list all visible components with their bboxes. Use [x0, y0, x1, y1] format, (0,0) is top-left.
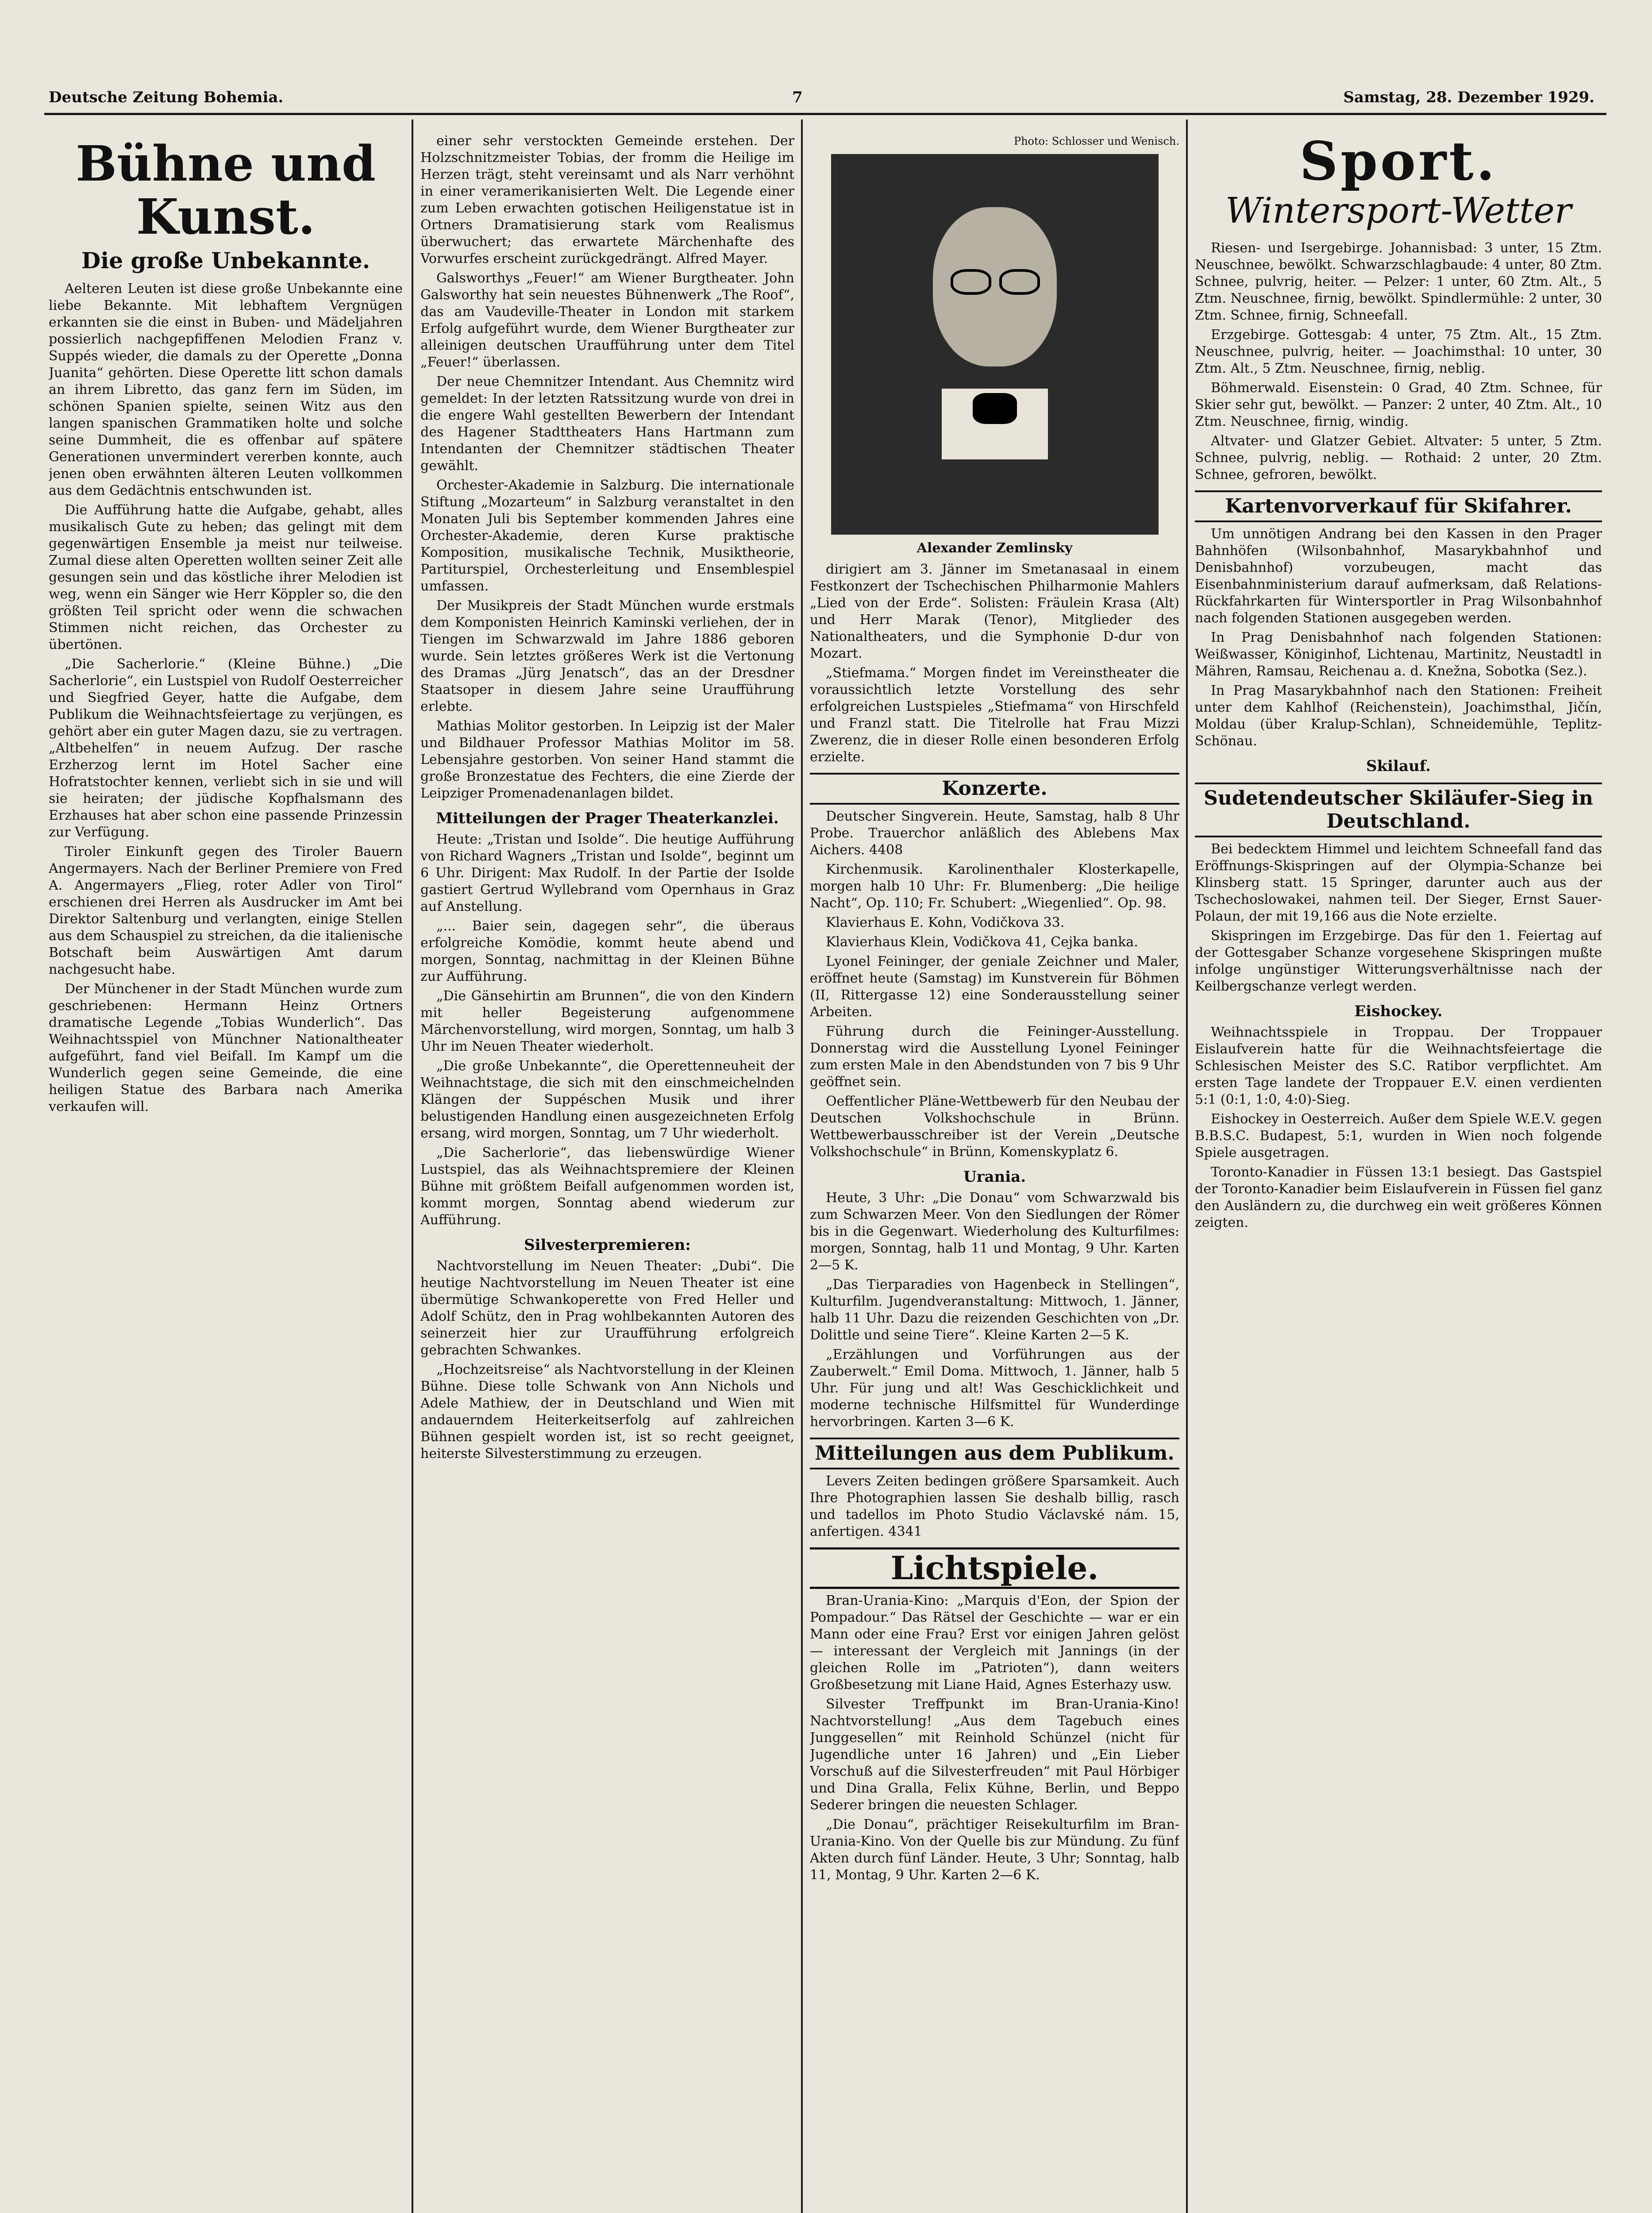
article-paragraph: Um unnötigen Andrang bei den Kassen in den Prager Bahnhöfen (Wilsonbahnhof, Masarykbahnhof und Denisbahnhof) vorzubeugen, macht das Eisenbahnministerium darauf aufmerksam, daß Relations-Rückfahrkarten für Wintersportler in Prag Wilsonbahnhof nach folgenden Stationen ausgegeben werden.	[1195, 526, 1602, 626]
article-paragraph: Der Musikpreis der Stadt München wurde erstmals dem Komponisten Heinrich Kaminski verliehen, der in Tiengen im Schwarzwald im Jahre 1886 geboren wurde. Sein letztes größeres Werk ist die Vertonung des Dramas „Jürg Jenatsch“, das an der Dresdner Staatsoper in diesem Jahre seine Uraufführung erlebte.	[420, 598, 794, 714]
article-paragraph: Heute: „Tristan und Isolde“. Die heutige Aufführung von Richard Wagners „Tristan und Isolde“, beginnt um 6 Uhr. Dirigent: Max Rudolf. In der Partie der Isolde gastiert Gertrud Wyllebrand vom Opernhaus in Graz auf Anstellung.	[420, 832, 794, 914]
article-paragraph: „Die Sacherlorie.“ (Kleine Bühne.) „Die Sacherlorie“, ein Lustspiel von Rudolf Oesterreicher und Siegfried Geyer, hatte die Aufgabe, dem Publikum die Weihnachtsfeiertage zu verjüngen, es gehört aber ein guter Magen dazu, sie zu vertragen. „Altbehelfen“ in neuem Aufzug. Der rasche Erzherzog lernt im Hotel Sacher eine Hofratstochter kennen, verliebt sich in sie und will sie heiraten; der jüdische Kopfhalsmann des Erzhauses hat aber schon eine passende Prinzessin zur Verfügung.	[49, 656, 403, 840]
article-paragraph: Mathias Molitor gestorben. In Leipzig ist der Maler und Bildhauer Professor Mathias Molitor im 58. Lebensjahre gestorben. Von seiner Hand stammt die große Bronzestatue des Fechters, die eine Zierde der Leipziger Promenadenanlagen bildet.	[420, 718, 794, 801]
section-heading-publikum: Mitteilungen aus dem Publikum.	[810, 1438, 1179, 1469]
article-paragraph: „Stiefmama.“ Morgen findet im Vereinstheater die voraussichtlich letzte Vorstellung des sehr erfolgreichen Lustspieles „Stiefmama“ von Hirschfeld und Franzl statt. Die Titelrolle hat Frau Mizzi Zwerenz, die in dieser Rolle einen besonderen Erfolg erzielte.	[810, 665, 1179, 765]
article-paragraph: Klavierhaus Klein, Vodičkova 41, Cejka banka.	[826, 934, 1138, 950]
portrait-photo	[831, 154, 1159, 535]
article-paragraph: dirigiert am 3. Jänner im Smetanasaal in einem Festkonzert der Tschechischen Philharmonie Mahlers „Lied von der Erde“. Solisten: Fräulein Krasa (Alt) und Herr Marak (Tenor), Mitglieder des Nationaltheaters, und die Symphonie D-dur von Mozart.	[810, 562, 1179, 661]
article-paragraph: Der Münchener in der Stadt München wurde zum geschriebenen: Hermann Heinz Ortners dramatische Legende „Tobias Wunderlich“. Das Weihnachtsspiel von Münchner Nationaltheater aufgeführt, fand viel Beifall. Im Kampf um die Wunderlich gegen seine Gemeinde, die eine heiligen Statue des Barbara nach Amerika verkaufen will.	[49, 981, 403, 1114]
section-title-sport: Sport.	[1299, 133, 1498, 193]
section-title-buehne: Bühne und Kunst.	[75, 135, 376, 245]
article-paragraph: „Die Sacherlorie“, das liebenswürdige Wiener Lustspiel, das als Weihnachtspremiere der Kleinen Bühne mit größtem Beifall aufgenommen worden ist, kommt morgen, Sonntag abend wiederum zur Aufführung.	[420, 1145, 794, 1228]
column-buehne	[49, 133, 403, 2213]
article-paragraph: Altvater- und Glatzer Gebiet. Altvater: 5 unter, 5 Ztm. Schnee, pulvrig, neblig. — Rothaid: 2 unter, 20 Ztm. Schnee, gefroren, bewölkt.	[1195, 433, 1602, 482]
article-paragraph: Bran-Urania-Kino: „Marquis d'Eon, der Spion der Pompadour.“ Das Rätsel der Geschichte — war er ein Mann oder eine Frau? Erst vor einigen Jahren gelöst — interessant der Vergleich mit Jannings (in der gleichen Rolle im „Patrioten“), dann weiters Großbesetzung mit Liane Haid, Agnes Esterhazy usw.	[810, 1593, 1179, 1693]
article-title-unbekannte: Die große Unbekannte.	[81, 247, 370, 274]
article-paragraph: Nachtvorstellung im Neuen Theater: „Dubi“. Die heutige Nachtvorstellung im Neuen Theater ist eine übermütige Schwankoperette von Fred Heller und Adolf Schütz, den in Prag wohlbekannten Autoren des seinerzeit hier zur Uraufführung erfolgreich gebrachten Schwankes.	[420, 1258, 794, 1358]
section-heading-konzerte: Konzerte.	[810, 773, 1179, 805]
article-paragraph: Orchester-Akademie in Salzburg. Die internationale Stiftung „Mozarteum“ in Salzburg veranstaltet in den Monaten Juli bis September kommenden Jahres eine Orchester-Akademie, deren Kurse praktische Komposition, musikalische Technik, Musiktheorie, Partiturspiel, Orchesterleitung und Ensemblespiel umfassen.	[420, 478, 794, 594]
article-paragraph: Weihnachtsspiele in Troppau. Der Troppauer Eislaufverein hatte für die Weihnachtsfeiertage die Schlesischen Meister des S.C. Ratibor verpflichtet. Am ersten Tage landete der Troppauer E.V. einen verdienten 5:1 (0:1, 1:0, 4:0)-Sieg.	[1195, 1025, 1602, 1107]
page-number: 7	[792, 89, 803, 106]
article-paragraph: „Die Donau“, prächtiger Reisekulturfilm im Bran-Urania-Kino. Von der Quelle bis zur Mündung. Zu fünf Akten durch fünf Länder. Heute, 3 Uhr; Sonntag, halb 11, Montag, 9 Uhr. Karten 2—6 K.	[810, 1817, 1179, 1883]
column-sport	[1195, 133, 1602, 2213]
header-rule	[44, 113, 1606, 115]
article-paragraph: Heute, 3 Uhr: „Die Donau“ vom Schwarzwald bis zum Schwarzen Meer. Von den Siedlungen der Römer bis in die Gegenwart. Wiederholung des Kulturfilmes: morgen, Sonntag, halb 11 und Montag, 9 Uhr. Karten 2—5 K.	[810, 1190, 1179, 1273]
article-paragraph: Tiroler Einkunft gegen des Tiroler Bauern Angermayers. Nach der Berliner Premiere von Fred A. Angermayers „Flieg, roter Adler von Tirol“ erschienen drei Herren als Ausdrucker im Amt bei Direktor Saltenburg und verlangten, einige Stellen aus dem Schauspiel zu streichen, da die italienische Botschaft beim Auswärtigen Amt darum nachgesucht habe.	[49, 844, 403, 977]
column-konzerte	[810, 133, 1179, 2213]
masthead-right: Samstag, 28. Dezember 1929.	[1343, 89, 1594, 106]
article-paragraph: Eishockey in Oesterreich. Außer dem Spiele W.E.V. gegen B.B.S.C. Budapest, 5:1, wurden in Wien noch folgende Spiele ausgetragen.	[1195, 1111, 1602, 1160]
column-theater	[420, 133, 794, 2213]
masthead-left: Deutsche Zeitung Bohemia.	[49, 89, 284, 106]
article-paragraph: Erzgebirge. Gottesgab: 4 unter, 75 Ztm. Alt., 15 Ztm. Neuschnee, pulvrig, heiter. — Joachimsthal: 10 unter, 30 Ztm. Alt., 5 Ztm. Neuschnee, firnig, neblig.	[1195, 327, 1602, 376]
article-paragraph: Bei bedecktem Himmel und leichtem Schneefall fand das Eröffnungs-Skispringen auf der Olympia-Schanze bei Klinsberg statt. 15 Springer, darunter auch aus der Tschechoslowakei, nahmen teil. Der Sieger, Ernst Sauer-Polaun, der mit 19,166 aus die Note erzielte.	[1195, 841, 1602, 924]
article-paragraph: „Erzählungen und Vorführungen aus der Zauberwelt.“ Emil Doma. Mittwoch, 1. Jänner, halb 5 Uhr. Für jung und alt! Was Geschicklichkeit und moderne technische Hilfsmittel für Wunderdinge hervorbringen. Karten 3—6 K.	[810, 1347, 1179, 1430]
article-paragraph: Kirchenmusik. Karolinenthaler Klosterkapelle, morgen halb 10 Uhr: Fr. Blumenberg: „Die heilige Nacht“, Op. 110; Fr. Schubert: „Wiegenlied“. Op. 98.	[810, 862, 1179, 911]
article-paragraph: In Prag Denisbahnhof nach folgenden Stationen: Weißwasser, Königinhof, Lichtenau, Martinitz, Neustadtl in Mähren, Ramsau, Reichenau a. d. Knežna, Sobotka (Sez.).	[1195, 630, 1602, 679]
article-paragraph: Deutscher Singverein. Heute, Samstag, halb 8 Uhr Probe. Trauerchor anläßlich des Ablebens Max Aichers. 4408	[810, 809, 1179, 858]
section-heading-urania: Urania.	[963, 1168, 1026, 1186]
section-heading-lichtspiele: Lichtspiele.	[810, 1547, 1179, 1589]
article-title-wintersport: Wintersport-Wetter	[1225, 190, 1572, 231]
article-paragraph: „... Baier sein, dagegen sehr“, die überaus erfolgreiche Komödie, kommt heute abend und morgen, Sonntag, nachmittag in der Kleinen Bühne zur Aufführung.	[420, 918, 794, 984]
article-paragraph: Böhmerwald. Eisenstein: 0 Grad, 40 Ztm. Schnee, für Skier sehr gut, bewölkt. — Panzer: 2 unter, 40 Ztm. Alt., 10 Ztm. Neuschnee, firnig, windig.	[1195, 380, 1602, 429]
article-paragraph: Die Aufführung hatte die Aufgabe, gehabt, alles musikalisch Gute zu heben; das gelingt mit dem gegenwärtigen Ensemble ja meist nur teilweise. Zumal diese alten Operetten wollten seiner Zeit alle gesungen sein und das köstliche ihrer Melodien ist weg, wenn ein Sänger wie Herr Köppler so, die den größten Teil spricht oder wenn die schwachen Stimmen nicht reichen, das Orchester zu übertönen.	[49, 502, 403, 652]
section-heading-mitteilungen: Mitteilungen der Prager Theaterkanzlei.	[436, 810, 779, 827]
article-paragraph: „Die große Unbekannte“, die Operettenneuheit der Weihnachtstage, die sich mit den einschmeichelnden Klängen der Suppéschen Musik und ihrer belustigenden Handlung einen ausgezeichneten Erfolg ersang, wird morgen, Sonntag, um 7 Uhr wiederholt.	[420, 1058, 794, 1141]
article-paragraph: Galsworthys „Feuer!“ am Wiener Burgtheater. John Galsworthy hat sein neuestes Bühnenwerk „The Roof“, das am Vaudeville-Theater in London mit starkem Erfolg aufgeführt wurde, dem Wiener Burgtheater zur alleinigen deutschen Uraufführung unter dem Titel „Feuer!“ überlassen.	[420, 270, 794, 370]
column-divider-1	[412, 120, 413, 2213]
article-paragraph: Aelteren Leuten ist diese große Unbekannte eine liebe Bekannte. Mit lebhaftem Vergnügen erkannten sie die einst in Buben- und Mädeljahren possierlich nachgepfiffenen Melodien Franz v. Suppés wieder, die damals zu der Operette „Donna Juanita“ gehörten. Diese Operette litt schon damals an ihrem Libretto, das ganz fern im Süden, im schönen Spanien spielte, seinen Witz aus den langen spanischen Grammatiken holte und solche seine Dummheit, die es offenbar auf spätere Generationen unvermindert vererben konnte, auch jenen oben erwähnten älteren Leuten vollkommen aus dem Gedächtnis entschwunden ist.	[49, 281, 403, 498]
article-paragraph: Toronto-Kanadier in Füssen 13:1 besiegt. Das Gastspiel der Toronto-Kanadier beim Eislaufverein in Füssen fiel ganz den Ausländern zu, die durchweg ein weit größeres Können zeigten.	[1195, 1164, 1602, 1230]
article-paragraph: Lyonel Feininger, der geniale Zeichner und Maler, eröffnet heute (Samstag) im Kunstverein für Böhmen (II, Rittergasse 12) eine Sonderausstellung seiner Arbeiten.	[810, 954, 1179, 1020]
column-divider-2	[801, 120, 803, 2213]
article-paragraph: Levers Zeiten bedingen größere Sparsamkeit. Auch Ihre Photographien lassen Sie deshalb billig, rasch und tadellos im Photo Studio Václavské nám. 15, anfertigen. 4341	[810, 1473, 1179, 1539]
section-heading-eishockey: Eishockey.	[1354, 1002, 1443, 1020]
article-paragraph: In Prag Masarykbahnhof nach den Stationen: Freiheit unter dem Kahlhof (Reichenstein), Joachimsthal, Jičín, Moldau (über Kralup-Schlan), Schneidemühle, Teplitz-Schönau.	[1195, 683, 1602, 749]
article-paragraph: Führung durch die Feininger-Ausstellung. Donnerstag wird die Ausstellung Lyonel Feininger zum ersten Male in den Abendstunden von 7 bis 9 Uhr geöffnet sein.	[810, 1024, 1179, 1090]
article-paragraph: Silvester Treffpunkt im Bran-Urania-Kino! Nachtvorstellung! „Aus dem Tagebuch eines Junggesellen“ mit Reinhold Schünzel (nicht für Jugendliche unter 16 Jahren) und „Ein Lieber Vorschuß auf die Silvesterfreuden“ mit Paul Hörbiger und Dina Gralla, Felix Kühne, Berlin, und Beppo Sederer bringen die neuesten Schlager.	[810, 1696, 1179, 1813]
photo-credit: Photo: Schlosser und Wenisch.	[1013, 135, 1179, 147]
article-paragraph: einer sehr verstockten Gemeinde erstehen. Der Holzschnitzmeister Tobias, der fromm die Heilige im Herzen trägt, steht vereinsamt und als Narr verhöhnt in einer veramerikanisierten Welt. Die Legende einer zum Leben erwachten gotischen Heiligenstatue ist in Ortners Dramatisierung stark vom Realismus überwuchert; das erwartete Märchenhafte des Vorwurfes erscheint zurückgedrängt. Alfred Mayer.	[420, 133, 794, 266]
article-paragraph: Oeffentlicher Pläne-Wettbewerb für den Neubau der Deutschen Volkshochschule in Brünn. Wettbewerbausschreiber ist der Verein „Deutsche Volkshochschule“ in Brünn, Komenskyplatz 6.	[810, 1094, 1179, 1160]
section-heading-karten: Kartenvorverkauf für Skifahrer.	[1195, 490, 1602, 522]
section-heading-silvester: Silvesterpremieren:	[524, 1236, 691, 1254]
article-paragraph: Skispringen im Erzgebirge. Das für den 1. Feiertag auf der Gottesgaber Schanze vorgesehene Skispringen mußte infolge ungünstiger Witterungsverhältnisse nach der Keilbergschanze verlegt werden.	[1195, 928, 1602, 994]
section-heading-skilauf: Skilauf.	[1366, 757, 1431, 775]
article-paragraph: Riesen- und Isergebirge. Johannisbad: 3 unter, 15 Ztm. Neuschnee, bewölkt. Schwarzschlagbaude: 4 unter, 80 Ztm. Schnee, pulvrig, heiter. — Pelzer: 1 unter, 60 Ztm. Alt., 5 Ztm. Neuschnee, firnig, bewölkt. Spindlermühle: 2 unter, 30 Ztm. Schnee, firnig, Schneefall.	[1195, 240, 1602, 323]
photo-caption: Alexander Zemlinsky	[916, 540, 1073, 556]
article-title-sudeten: Sudetendeutscher Skiläufer-Sieg in Deutschland.	[1195, 783, 1602, 837]
column-divider-3	[1186, 120, 1188, 2213]
article-paragraph: Der neue Chemnitzer Intendant. Aus Chemnitz wird gemeldet: In der letzten Ratssitzung wurde von drei in die engere Wahl gestellten Bewerbern der Intendant des Hagener Stadttheaters Hans Hartmann zum Intendanten der Chemnitzer städtischen Theater gewählt.	[420, 374, 794, 474]
article-paragraph: „Hochzeitsreise“ als Nachtvorstellung in der Kleinen Bühne. Diese tolle Schwank von Ann Nichols und Adele Mathiew, der in Deutschland und Wien mit andauerndem Heiterkeitserfolg auf zahlreichen Bühnen gespielt worden ist, ist so recht geeignet, heiterste Silvesterstimmung zu erzeugen.	[420, 1362, 794, 1461]
article-paragraph: „Die Gänsehirtin am Brunnen“, die von den Kindern mit heller Begeisterung aufgenommene Märchenvorstellung, wird morgen, Sonntag, um halb 3 Uhr im Neuen Theater wiederholt.	[420, 988, 794, 1054]
article-paragraph: Klavierhaus E. Kohn, Vodičkova 33.	[826, 915, 1065, 930]
article-paragraph: „Das Tierparadies von Hagenbeck in Stellingen“, Kulturfilm. Jugendveranstaltung: Mittwoch, 1. Jänner, halb 11 Uhr. Dazu die reizenden Geschichten von „Dr. Dolittle und seine Tiere“. Kleine Karten 2—5 K.	[810, 1277, 1179, 1343]
